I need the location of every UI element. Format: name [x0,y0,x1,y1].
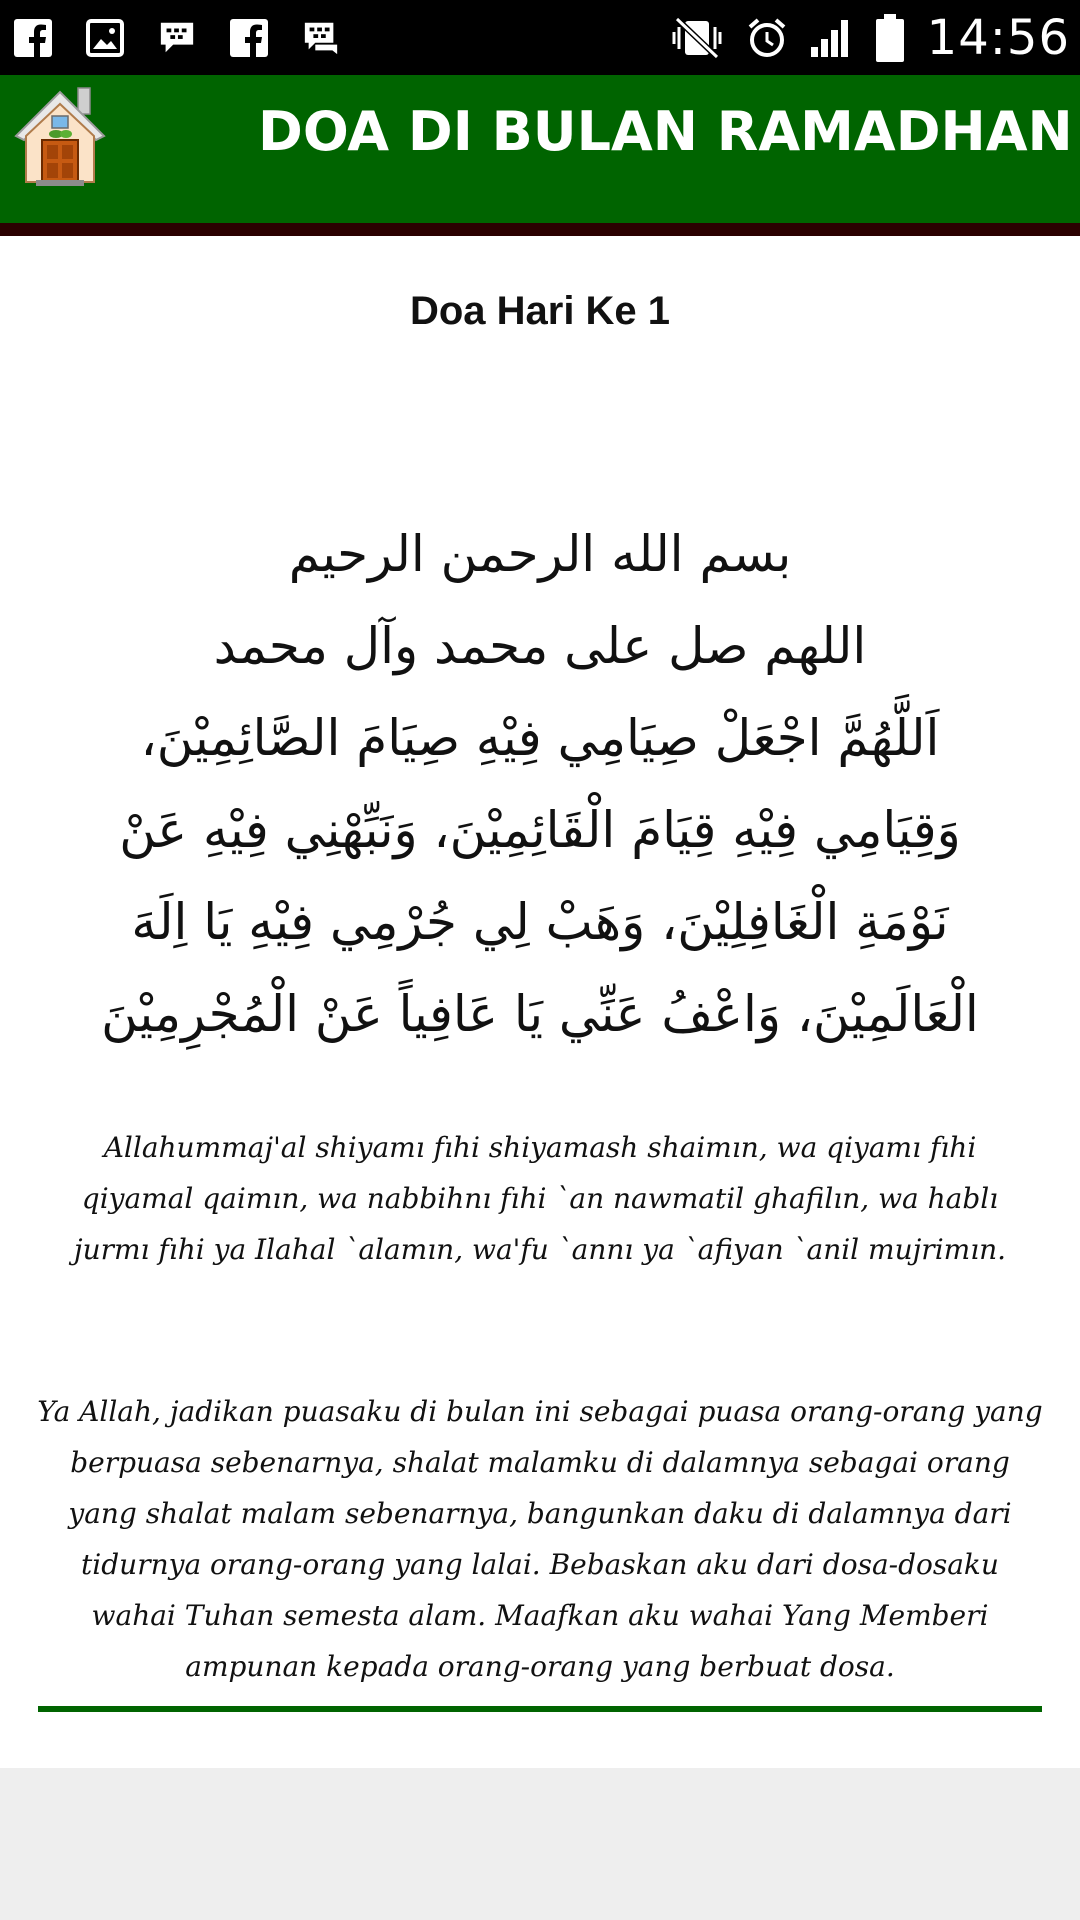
arabic-text [40,508,1040,1060]
notification-icons [14,16,340,60]
translation-text: Ya Allah, jadikan puasaku di bulan ini sebagai puasa orang-orang yang berpuasa sebenarnya, shalat malamku di dalamnya sebagai orang yang shalat malam sebenarnya, bangunkan daku di dalamnya dari tidurnya orang-orang yang lalai. Bebaskan aku dari dosa-dosaku wahai Tuhan semesta alam. Maafkan aku wahai Yang Memberi ampunan kepada orang-orang yang berbuat dosa. [37,1395,1043,1683]
bbm-icon [158,19,196,57]
battery-icon [875,13,905,63]
arabic-line: نَوْمَةِ الْغَافِلِيْنَ، وَهَبْ لِي جُرْمِي فِيْهِ يَا اِلَهَ [131,893,949,951]
bbm-chat-icon [302,19,340,57]
home-icon[interactable] [12,78,108,190]
facebook-icon [14,19,52,57]
status-bar [0,0,1080,75]
divider [38,1706,1042,1712]
alarm-icon [747,17,787,59]
prayer-content [0,236,1080,1768]
arabic-line: اَللَّهُمَّ اجْعَلْ صِيَامِي فِيْهِ صِيَامَ الصَّائِمِيْنَ، [140,709,940,767]
app-bar-shadow [0,223,1080,236]
clock: 14:56 [926,10,1070,66]
system-icons [669,8,1070,68]
image-icon [86,19,124,57]
app-title: DOA DI BULAN RAMADHAN [258,100,1073,163]
arabic-line: اللهم صل على محمد وآل محمد [213,617,867,675]
facebook-icon [230,19,268,57]
mute-vibrate-icon [669,17,725,59]
signal-icon [809,17,853,59]
latin-transliteration: Allahummaj'al shiyamı fıhi shiyamash shaimın, wa qiyamı fıhi qiyamal qaimın, wa nabbihnı fıhi `an nawmatil ghafilın, wa hablı jurmı fıhi ya Ilahal `alamın, wa'fu `annı ya `afiyan `anil mujrimın. [73,1131,1007,1266]
arabic-line: الْعَالَمِيْنَ، وَاعْفُ عَنِّي يَا عَافِياً عَنْ الْمُجْرِمِيْنَ [101,985,979,1043]
arabic-line: بسم الله الرحمن الرحيم [288,525,792,583]
arabic-line: وَقِيَامِي فِيْهِ قِيَامَ الْقَائِمِيْنَ، وَنَبِّهْنِي فِيْهِ عَنْ [119,801,961,859]
day-title: Doa Hari Ke 1 [409,289,671,333]
